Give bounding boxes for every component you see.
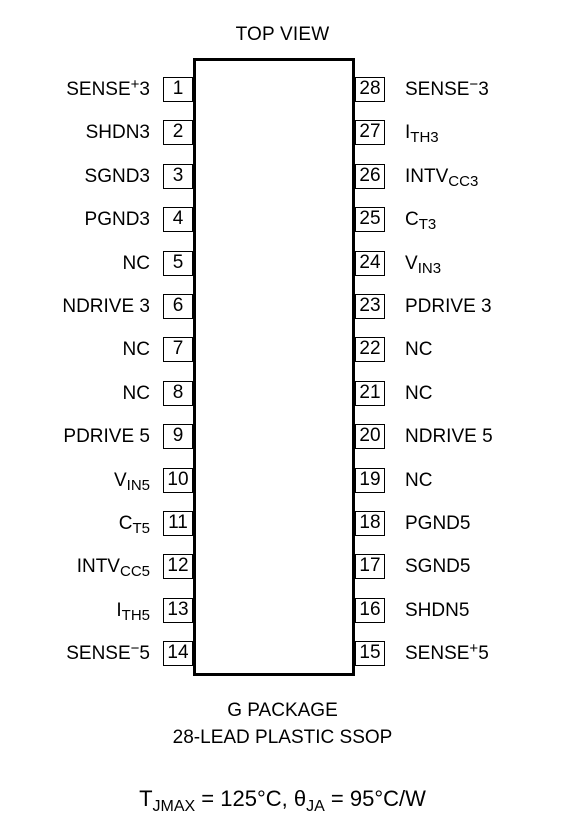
pin-name-subscript: T5 (132, 520, 150, 537)
pin-name: SENSE (66, 643, 131, 665)
tj-subscript: JMAX (152, 798, 196, 815)
package-name: G PACKAGE (227, 700, 338, 721)
theta-subscript: JA (306, 798, 325, 815)
pin-number-9: 9 (163, 424, 193, 449)
pin-number-21: 21 (355, 381, 385, 406)
pin-number-18: 18 (355, 511, 385, 536)
pin-name: V (405, 252, 418, 274)
pin-number-24: 24 (355, 251, 385, 276)
pin-name: SENSE (405, 643, 470, 665)
pin-label-16 (405, 598, 469, 623)
pin-name-suffix: 3 (139, 79, 150, 100)
pin-number-1: 1 (163, 77, 193, 102)
pin-name-subscript: CC3 (448, 172, 479, 190)
pin-label-27 (405, 120, 439, 145)
pin-name: NC (122, 382, 150, 404)
pin-name: PGND3 (84, 209, 150, 231)
pin-name: NC (405, 469, 433, 491)
pin-name: SHDN3 (85, 122, 150, 144)
pin-number-20: 20 (355, 424, 385, 449)
pin-number-5: 5 (163, 251, 193, 276)
pin-number-14: 14 (163, 641, 193, 666)
pin-label-15 (405, 641, 489, 666)
pin-name: SHDN5 (405, 599, 470, 621)
pin-name-subscript: IN3 (417, 259, 442, 277)
pin-label-11 (119, 511, 150, 536)
pin-label-22 (405, 337, 432, 362)
pin-label-19 (405, 468, 432, 493)
pin-number-27: 27 (355, 120, 385, 145)
pin-name: SENSE (405, 79, 470, 100)
pin-name: INTV (76, 556, 120, 578)
pin-label-10 (114, 468, 150, 493)
pin-label-25 (405, 207, 436, 232)
pin-name: INTV (405, 165, 449, 187)
theta-value: = 95°C/W (324, 786, 426, 811)
pin-number-3: 3 (163, 164, 193, 189)
pin-label-26 (405, 164, 478, 189)
pin-name-suffix: 3 (478, 79, 489, 100)
pin-name: I (405, 122, 411, 144)
pin-label-4 (85, 207, 150, 232)
pin-number-10: 10 (163, 468, 193, 493)
pin-name: NC (122, 339, 150, 361)
diagram-title: TOP VIEW (235, 24, 330, 45)
pin-label-14 (66, 641, 150, 666)
pin-name-superscript: − (469, 76, 479, 93)
pin-label-13 (116, 598, 150, 623)
pin-number-22: 22 (355, 337, 385, 362)
pin-name-superscript: + (469, 640, 479, 658)
pin-number-28: 28 (355, 77, 385, 102)
pin-label-1 (66, 77, 150, 102)
pin-name: SGND5 (405, 556, 471, 578)
tj-value: = 125°C, (195, 786, 294, 811)
pin-number-13: 13 (163, 598, 193, 623)
pin-name: SGND3 (84, 165, 150, 187)
pin-number-4: 4 (163, 207, 193, 232)
pin-label-8 (123, 381, 150, 406)
pin-name-suffix: 5 (478, 643, 489, 665)
pin-label-5 (123, 251, 150, 276)
pin-label-24 (405, 251, 441, 276)
pin-label-6 (62, 294, 150, 319)
pin-number-2: 2 (163, 120, 193, 145)
pin-name: C (118, 513, 133, 534)
pin-name: NDRIVE 3 (62, 296, 150, 317)
pin-label-28 (405, 77, 489, 102)
pin-name-superscript: + (130, 76, 140, 93)
pin-name-superscript: − (130, 640, 140, 658)
pin-number-7: 7 (163, 337, 193, 362)
pin-number-15: 15 (355, 641, 385, 666)
pin-name: NDRIVE 5 (405, 426, 493, 448)
pin-name-subscript: TH3 (410, 129, 439, 147)
pin-number-12: 12 (163, 554, 193, 579)
pin-label-12 (77, 554, 150, 579)
pin-name: PGND5 (405, 513, 471, 534)
pin-name-subscript: IN5 (126, 476, 150, 494)
pin-label-17 (405, 554, 470, 579)
pin-name-suffix: 5 (139, 643, 150, 665)
pin-name: NC (405, 382, 433, 404)
pin-name: V (113, 469, 127, 491)
ic-package-body (193, 58, 355, 676)
pin-name: PDRIVE 3 (405, 296, 492, 317)
pin-name: NC (405, 339, 433, 361)
pin-name: SENSE (66, 79, 131, 100)
pin-name-subscript: T3 (418, 216, 437, 234)
pin-name: I (116, 599, 122, 621)
pin-number-23: 23 (355, 294, 385, 319)
pin-number-11: 11 (163, 511, 193, 536)
pin-number-26: 26 (355, 164, 385, 189)
pin-label-9 (63, 424, 150, 449)
pin-name-subscript: CC5 (119, 563, 150, 581)
pin-label-3 (85, 164, 150, 189)
theta-symbol: θ (293, 786, 307, 811)
pin-number-19: 19 (355, 468, 385, 493)
pin-number-6: 6 (163, 294, 193, 319)
pin-number-17: 17 (355, 554, 385, 579)
pin-label-7 (123, 337, 150, 362)
pin-label-2 (86, 120, 150, 145)
pin-name: C (405, 209, 419, 231)
pin-label-23 (405, 294, 492, 319)
pin-name-subscript: TH5 (121, 606, 150, 624)
pin-number-16: 16 (355, 598, 385, 623)
pin-label-18 (405, 511, 470, 536)
pin-name: PDRIVE 5 (63, 426, 150, 448)
package-description: 28-LEAD PLASTIC SSOP (172, 727, 393, 748)
tj-symbol: T (139, 786, 153, 811)
pin-number-25: 25 (355, 207, 385, 232)
pin-label-21 (405, 381, 432, 406)
pin-number-8: 8 (163, 381, 193, 406)
thermal-specs (0, 786, 565, 815)
pin-name: NC (122, 252, 150, 274)
pin-label-20 (405, 424, 493, 449)
